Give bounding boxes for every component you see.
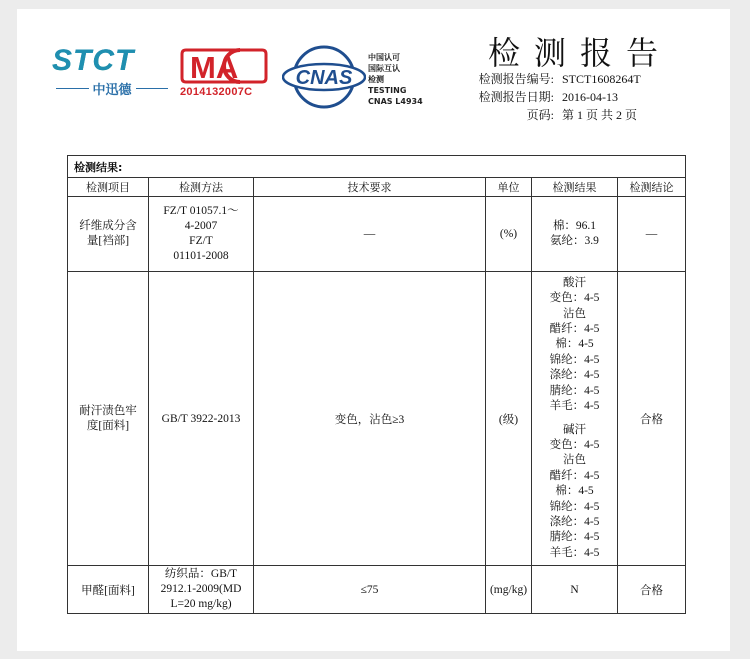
- row-requirement: ≤75: [254, 566, 486, 614]
- report-no: STCT1608264T: [562, 72, 641, 86]
- row-unit: (%): [486, 197, 532, 272]
- results-table: [67, 155, 686, 614]
- cma-mark-icon: [180, 47, 268, 85]
- row-result: 棉：96.1 氨纶：3.9: [532, 197, 618, 272]
- header-conclusion: 检测结论: [618, 178, 686, 197]
- stct-logo-text: STCT: [52, 46, 172, 76]
- report-meta: [452, 70, 641, 124]
- cma-code: 2014132007C: [180, 86, 253, 98]
- page-label: 页码:: [526, 108, 554, 122]
- row-conclusion: 合格: [618, 566, 686, 614]
- header-requirement: 技术要求: [254, 178, 486, 197]
- header-item: 检测项目: [68, 178, 149, 197]
- row-item: 耐汗渍色牢 度[面料]: [68, 272, 149, 566]
- header-result: 检测结果: [532, 178, 618, 197]
- row-requirement: 变色，沾色≥3: [254, 272, 486, 566]
- row-result: 酸汗 变色：4-5 沾色 醋纤：4-5 棉：4-5 锦纶：4-5 涤纶：4-5 腈纶：4-5 羊毛：4-5 碱汗 变色：4-5 沾色 醋纤：4-5 棉：4-5 锦纶：4-5 涤纶：4-5 腈纶：4-5 羊毛：4-5: [532, 272, 618, 566]
- row-requirement: —: [254, 197, 486, 272]
- row-item: 甲醛[面料]: [68, 566, 149, 614]
- report-date: 2016-04-13: [562, 90, 618, 104]
- row-method: FZ/T 01057.1～ 4-2007 FZ/T 01101-2008: [149, 197, 254, 272]
- row-method: 纺织品：GB/T 2912.1-2009(MD L=20 mg/kg): [149, 566, 254, 614]
- stct-logo-subtitle: 中迅德: [92, 83, 132, 98]
- row-result: N: [532, 566, 618, 614]
- row-method: GB/T 3922-2013: [149, 272, 254, 566]
- table-caption: 检测结果:: [68, 156, 686, 178]
- report-no-label: 检测报告编号:: [478, 72, 554, 86]
- header-method: 检测方法: [149, 178, 254, 197]
- report-title: 检测报告: [488, 34, 673, 72]
- cnas-cert-text: 中国认可 国际互认 检测 TESTING CNAS L4934: [368, 53, 423, 106]
- cnas-logo: [282, 44, 366, 110]
- cma-logo: [180, 47, 280, 98]
- table-row: [68, 197, 686, 272]
- stct-logo: [52, 46, 172, 98]
- row-item: 纤维成分含 量[裆部]: [68, 197, 149, 272]
- row-unit: (级): [486, 272, 532, 566]
- row-unit: (mg/kg): [486, 566, 532, 614]
- cnas-text: CNAS: [295, 67, 353, 89]
- table-row: [68, 272, 686, 566]
- report-date-label: 检测报告日期:: [478, 90, 554, 104]
- cma-letters: MA: [190, 50, 239, 85]
- row-conclusion: 合格: [618, 272, 686, 566]
- page-number: 第 1 页 共 2 页: [562, 108, 638, 122]
- row-conclusion: —: [618, 197, 686, 272]
- table-row: [68, 566, 686, 614]
- header-unit: 单位: [486, 178, 532, 197]
